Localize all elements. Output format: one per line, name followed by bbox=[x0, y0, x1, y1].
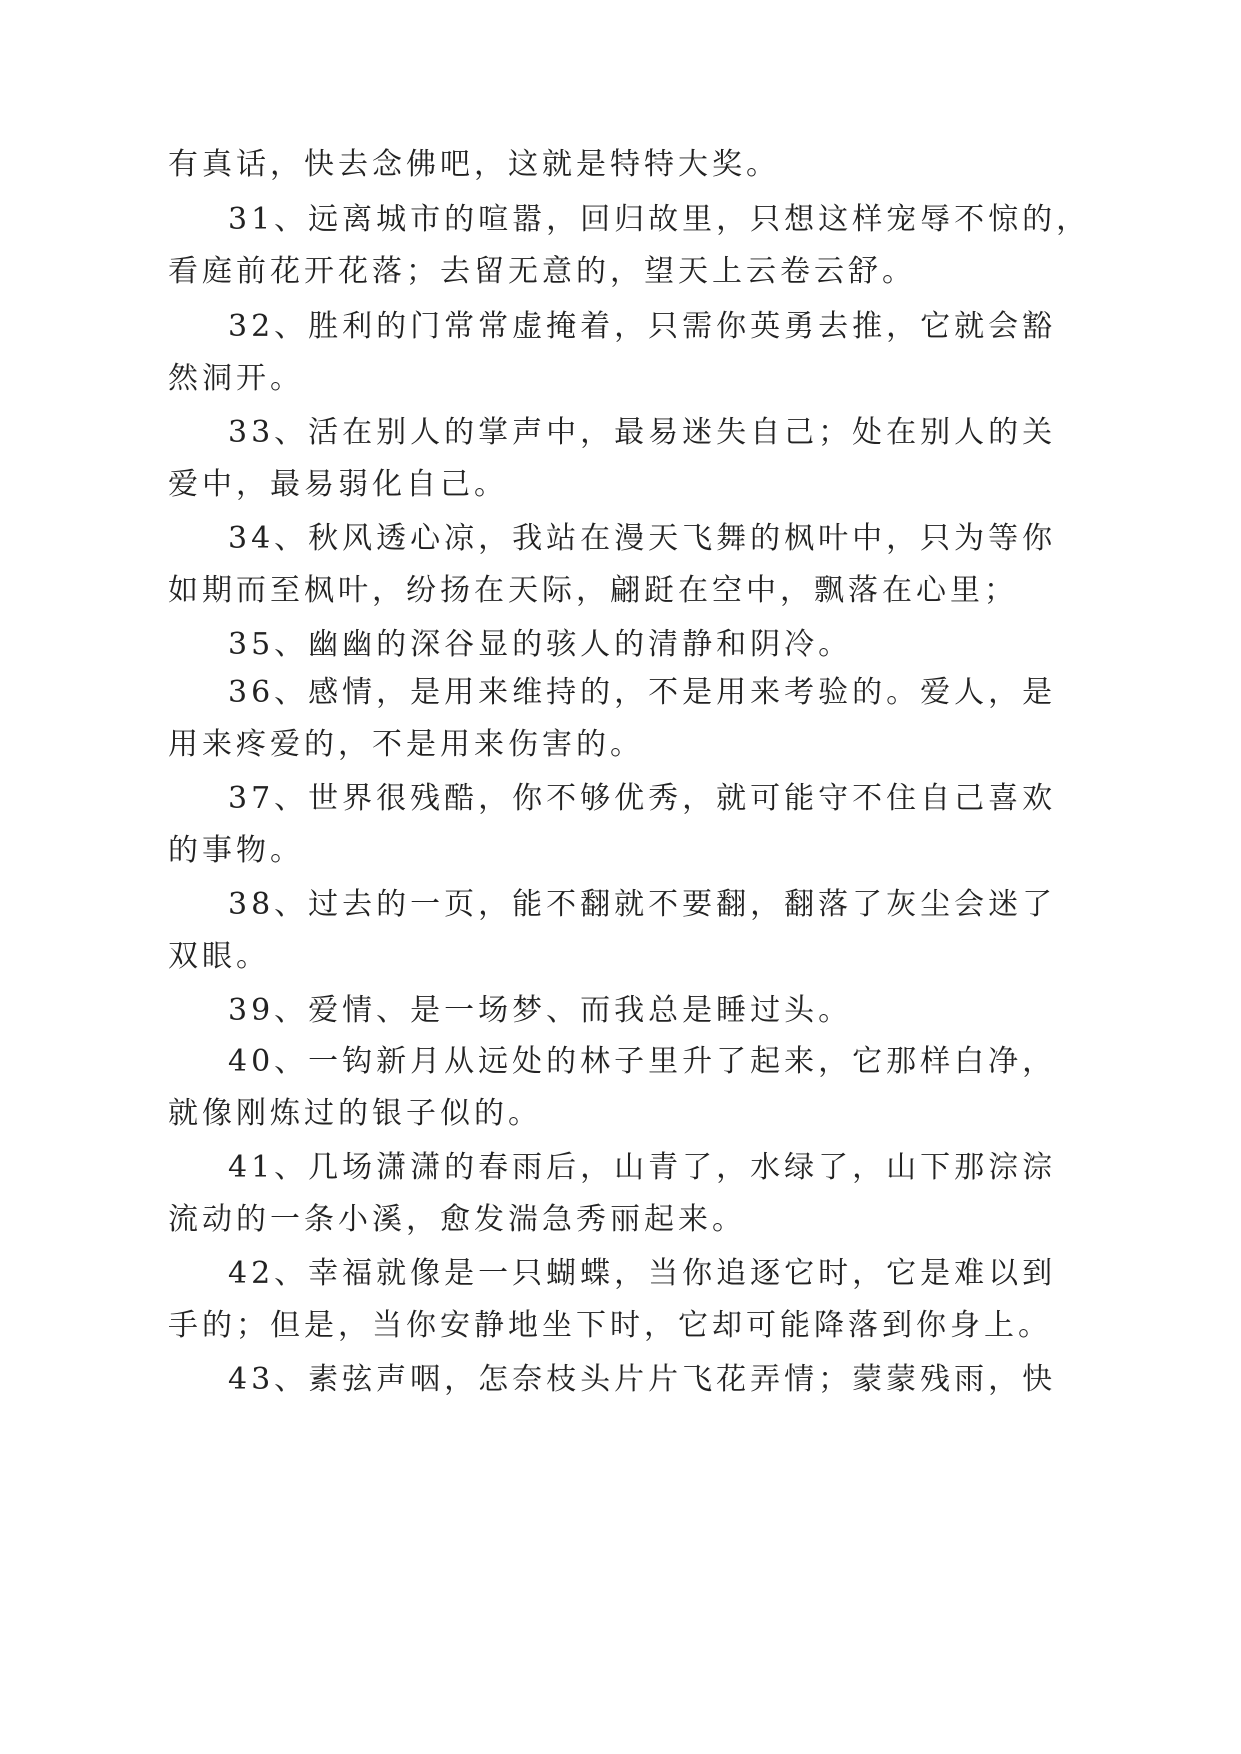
text-line: 39、爱情、是一场梦、而我总是睡过头。 bbox=[228, 993, 853, 1028]
text-line: 34、秋风透心凉，我站在漫天飞舞的枫叶中，只为等你 bbox=[228, 521, 1057, 556]
text-line: 32、胜利的门常常虚掩着，只需你英勇去推，它就会豁 bbox=[228, 309, 1057, 344]
text-line: 42、幸福就像是一只蝴蝶，当你追逐它时，它是难以到 bbox=[228, 1256, 1057, 1291]
text-line: 爱中，最易弱化自己。 bbox=[168, 467, 508, 502]
text-line: 流动的一条小溪，愈发湍急秀丽起来。 bbox=[168, 1202, 746, 1237]
text-line: 31、远离城市的喧嚣，回归故里，只想这样宠辱不惊的， bbox=[228, 202, 1091, 237]
text-line: 看庭前花开花落；去留无意的，望天上云卷云舒。 bbox=[168, 254, 916, 289]
text-line: 双眼。 bbox=[168, 939, 270, 974]
text-line: 38、过去的一页，能不翻就不要翻，翻落了灰尘会迷了 bbox=[228, 887, 1057, 922]
text-line: 33、活在别人的掌声中，最易迷失自己；处在别人的关 bbox=[228, 415, 1057, 450]
text-line: 40、一钩新月从远处的林子里升了起来，它那样白净， bbox=[228, 1044, 1057, 1079]
text-line: 手的；但是，当你安静地坐下时，它却可能降落到你身上。 bbox=[168, 1308, 1052, 1343]
text-line: 的事物。 bbox=[168, 833, 304, 868]
text-line: 35、幽幽的深谷显的骇人的清静和阴冷。 bbox=[228, 627, 853, 662]
text-line: 用来疼爱的，不是用来伤害的。 bbox=[168, 727, 644, 762]
text-line: 如期而至枫叶，纷扬在天际，翩跹在空中，飘落在心里； bbox=[168, 573, 1018, 608]
text-line: 然洞开。 bbox=[168, 361, 304, 396]
text-line: 37、世界很残酷，你不够优秀，就可能守不住自己喜欢 bbox=[228, 781, 1057, 816]
text-line: 36、感情，是用来维持的，不是用来考验的。爱人，是 bbox=[228, 675, 1057, 710]
text-line: 有真话，快去念佛吧，这就是特特大奖。 bbox=[168, 147, 780, 182]
text-line: 43、素弦声咽，怎奈枝头片片飞花弄情；蒙蒙残雨，快 bbox=[228, 1362, 1057, 1397]
text-line: 就像刚炼过的银子似的。 bbox=[168, 1096, 542, 1131]
text-line: 41、几场潇潇的春雨后，山青了，水绿了，山下那淙淙 bbox=[228, 1150, 1057, 1185]
